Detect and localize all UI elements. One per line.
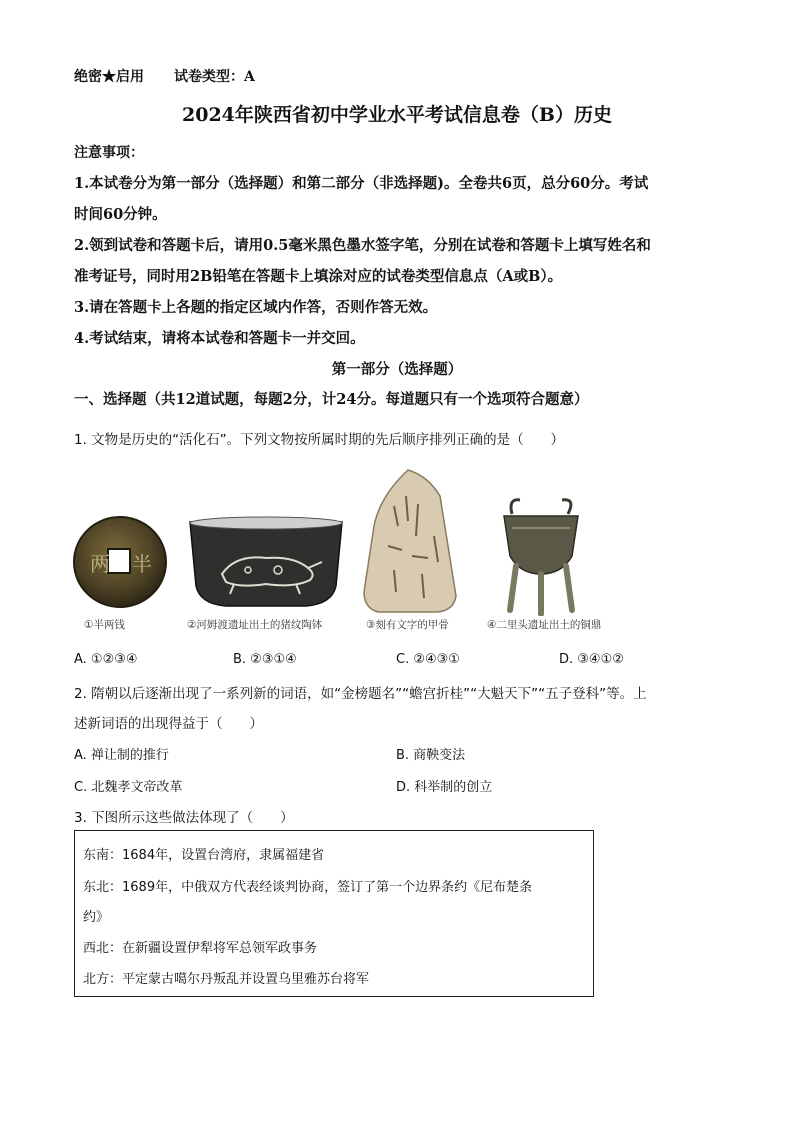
note-1-line-1: 1.本试卷分为第一部分（选择题）和第二部分（非选择题)。全卷共6页，总分60分。考试 [74,175,649,192]
question-1-stem: 1. 文物是历史的“活化石”。下列文物按所属时期的先后顺序排列正确的是（ ） [74,432,565,448]
paper-type: 试卷类型：A [174,69,255,85]
note-1-line-2: 时间60分钟。 [74,206,167,223]
caption-artifact-2: ②河姆渡遗址出土的猪纹陶钵 [187,619,323,631]
material-north: 北方：平定蒙古噶尔丹叛乱并设置乌里雅苏台将军 [83,972,370,987]
material-northwest: 西北：在新疆设置伊犁将军总领军政事务 [83,941,318,956]
material-southeast: 东南：1684年，设置台湾府，隶属福建省 [83,848,325,863]
oracle-bone-image [358,466,462,614]
material-northeast-line-1: 东北：1689年，中俄双方代表经谈判协商，签订了第一个边界条约《尼布楚条 [83,880,533,895]
q1-option-c: C. ②④③① [396,652,460,667]
q2-option-a: A. 禅让制的推行 [74,748,169,763]
note-2-line-2: 准考证号，同时用2B铅笔在答题卡上填涂对应的试卷类型信息点（A或B）。 [74,268,563,285]
question-3-material-box [74,830,594,997]
note-4: 4.考试结束，请将本试卷和答题卡一并交回。 [74,330,365,347]
coin-right-glyph: 半 [132,552,152,576]
half-liang-coin-image [72,515,168,609]
question-3-stem: 3. 下图所示这些做法体现了（ ） [74,810,294,826]
q1-option-b: B. ②③①④ [233,652,297,667]
question-2-stem-line-2: 述新词语的出现得益于（ ） [74,716,263,732]
section-one-heading: 一、选择题（共12道试题，每题2分，计24分。每道题只有一个选项符合题意） [74,391,589,408]
secret-label: 绝密★启用 [74,69,144,85]
q1-option-d: D. ③④①② [559,652,624,667]
exam-title: 2024年陕西省初中学业水平考试信息卷（B）历史 [182,104,612,126]
note-3: 3.请在答题卡上各题的指定区域内作答，否则作答无效。 [74,299,438,316]
caption-artifact-4: ④二里头遗址出土的铜鼎 [487,619,602,631]
caption-artifact-3: ③刻有文字的甲骨 [366,619,449,631]
bronze-ding-image [498,494,584,616]
question-2-stem-line-1: 2. 隋朝以后逐渐出现了一系列新的词语，如“金榜题名”“蟾宫折桂”“大魁天下”“五子登科”等。上 [74,686,647,702]
note-2-line-1: 2.领到试卷和答题卡后，请用0.5毫米黑色墨水签字笔，分别在试卷和答题卡上填写姓名和 [74,237,651,254]
notes-heading: 注意事项： [74,145,144,161]
material-northeast-line-2: 约》 [83,910,110,925]
part-one-title: 第一部分（选择题） [331,361,463,378]
q2-option-b: B. 商鞅变法 [396,748,466,763]
coin-left-glyph: 两 [90,552,110,576]
q1-option-a: A. ①②③④ [74,652,138,667]
pig-pattern-bowl-image [186,516,346,608]
q2-option-d: D. 科举制的创立 [396,780,493,795]
q2-option-c: C. 北魏孝文帝改革 [74,780,183,795]
exam-header [74,66,255,86]
caption-artifact-1: ①半两钱 [84,619,125,631]
